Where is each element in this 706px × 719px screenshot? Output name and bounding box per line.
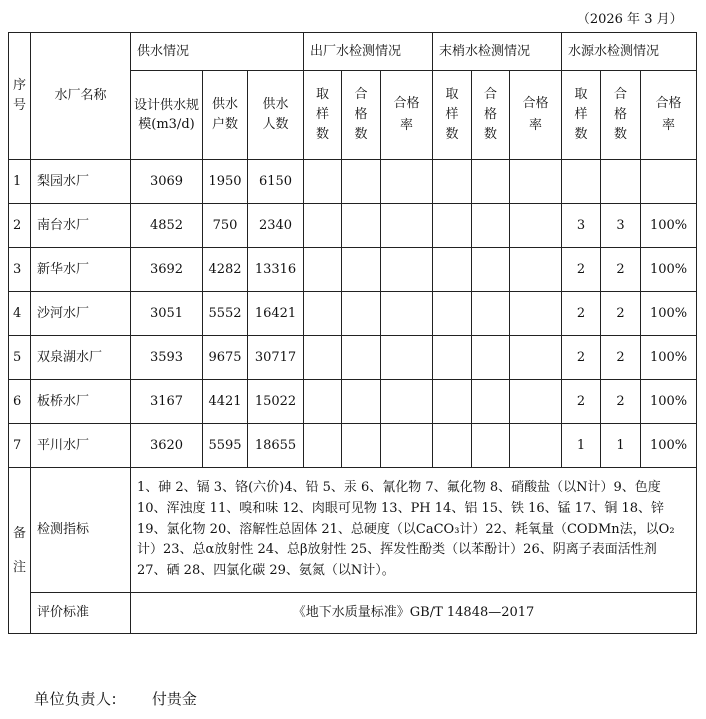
row-households: 5552 [203,292,248,336]
row-source-rate: 100% [641,292,697,336]
table-row [9,424,697,468]
row-source-rate: 100% [641,380,697,424]
header-outlet-group: 出厂水检测情况 [304,33,433,71]
row-no: 4 [9,292,31,336]
row-tap-samples [433,160,472,204]
row-population: 6150 [248,160,304,204]
header-households: 供水户数 [203,71,248,160]
row-population: 18655 [248,424,304,468]
row-outlet-rate [381,204,433,248]
row-outlet-qualified [342,336,381,380]
header-outlet-qualified: 合格数 [342,71,381,160]
responsible-label: 单位负责人: [34,690,118,708]
header-source-samples: 取样数 [562,71,601,160]
row-households: 1950 [203,160,248,204]
row-source-rate: 100% [641,336,697,380]
header-tap-group: 末梢水检测情况 [433,33,562,71]
row-outlet-samples [304,160,342,204]
row-source-samples: 2 [562,380,601,424]
row-design-scale: 3692 [131,248,203,292]
footer [34,688,197,709]
row-design-scale: 3051 [131,292,203,336]
row-outlet-samples [304,336,342,380]
row-tap-qualified [472,248,510,292]
row-source-qualified: 2 [601,336,641,380]
row-outlet-qualified [342,248,381,292]
row-tap-qualified [472,380,510,424]
table-row [9,380,697,424]
row-plant-name: 沙河水厂 [31,292,131,336]
row-tap-rate [510,380,562,424]
row-tap-qualified [472,204,510,248]
row-design-scale: 3069 [131,160,203,204]
row-outlet-qualified [342,204,381,248]
row-tap-rate [510,292,562,336]
row-outlet-rate [381,292,433,336]
row-design-scale: 4852 [131,204,203,248]
row-tap-qualified [472,424,510,468]
row-outlet-rate [381,248,433,292]
remarks-label: 备注 [9,468,31,634]
row-source-samples: 3 [562,204,601,248]
row-design-scale: 3593 [131,336,203,380]
row-plant-name: 平川水厂 [31,424,131,468]
row-tap-rate [510,248,562,292]
row-tap-qualified [472,336,510,380]
row-plant-name: 新华水厂 [31,248,131,292]
row-tap-rate [510,204,562,248]
table-row [9,336,697,380]
row-tap-samples [433,248,472,292]
row-source-qualified: 1 [601,424,641,468]
row-tap-rate [510,160,562,204]
row-no: 1 [9,160,31,204]
header-supply-group: 供水情况 [131,33,304,71]
responsible-name: 付贵金 [151,690,197,708]
row-households: 5595 [203,424,248,468]
row-source-qualified [601,160,641,204]
header-source-group: 水源水检测情况 [562,33,697,71]
row-no: 3 [9,248,31,292]
row-outlet-qualified [342,160,381,204]
row-tap-samples [433,424,472,468]
row-population: 13316 [248,248,304,292]
report-date: （2026 年 3 月） [9,8,697,33]
row-source-rate: 100% [641,248,697,292]
row-outlet-rate [381,160,433,204]
row-households: 4282 [203,248,248,292]
row-population: 15022 [248,380,304,424]
row-design-scale: 3167 [131,380,203,424]
water-quality-table [8,8,697,634]
row-no: 2 [9,204,31,248]
row-design-scale: 3620 [131,424,203,468]
standard-label: 评价标准 [31,593,131,634]
row-households: 9675 [203,336,248,380]
row-source-samples [562,160,601,204]
header-outlet-samples: 取样数 [304,71,342,160]
table-row [9,160,697,204]
row-plant-name: 双泉湖水厂 [31,336,131,380]
header-seq: 序号 [9,33,31,160]
row-source-samples: 2 [562,292,601,336]
row-outlet-rate [381,336,433,380]
row-outlet-samples [304,380,342,424]
row-source-rate: 100% [641,204,697,248]
row-outlet-qualified [342,380,381,424]
row-tap-rate [510,336,562,380]
header-tap-qualified: 合格数 [472,71,510,160]
table-row [9,204,697,248]
row-outlet-qualified [342,292,381,336]
row-outlet-qualified [342,424,381,468]
row-population: 2340 [248,204,304,248]
row-source-qualified: 3 [601,204,641,248]
row-plant-name: 梨园水厂 [31,160,131,204]
row-source-rate: 100% [641,424,697,468]
header-tap-rate: 合格率 [510,71,562,160]
row-source-qualified: 2 [601,292,641,336]
row-source-samples: 1 [562,424,601,468]
row-tap-samples [433,380,472,424]
header-plant-name: 水厂名称 [31,33,131,160]
header-tap-samples: 取样数 [433,71,472,160]
row-tap-samples [433,336,472,380]
row-outlet-rate [381,424,433,468]
indicators-text: 1、砷 2、镉 3、铬(六价)4、铅 5、汞 6、氰化物 7、氟化物 8、硝酸盐（以N计）9、色度 10、浑浊度 11、嗅和味 12、肉眼可见物 13、PH 14、铝 15、铁 16、锰 17、铜 18、锌 19、氯化物 20、溶解性总固体 21、总硬度（以CaCO₃计）22、耗氧量（CODMn法，以O₂计）23、总α放射性 24、总β放射性 25、挥发性酚类（以苯酚计）26、阴离子表面活性剂 27、硒 28、四氯化碳 29、氨氮（以N计）。 [131,468,697,593]
row-source-qualified: 2 [601,380,641,424]
row-population: 30717 [248,336,304,380]
row-population: 16421 [248,292,304,336]
header-source-qualified: 合格数 [601,71,641,160]
standard-text: 《地下水质量标准》GB/T 14848—2017 [131,593,697,634]
row-tap-samples [433,204,472,248]
header-source-rate: 合格率 [641,71,697,160]
row-tap-samples [433,292,472,336]
row-outlet-samples [304,204,342,248]
row-source-rate [641,160,697,204]
table-row [9,248,697,292]
row-outlet-samples [304,248,342,292]
row-no: 5 [9,336,31,380]
row-plant-name: 南台水厂 [31,204,131,248]
header-outlet-rate: 合格率 [381,71,433,160]
row-tap-qualified [472,292,510,336]
row-households: 4421 [203,380,248,424]
indicators-label: 检测指标 [31,468,131,593]
header-design-scale: 设计供水规模(m3/d) [131,71,203,160]
row-outlet-samples [304,424,342,468]
row-outlet-samples [304,292,342,336]
row-outlet-rate [381,380,433,424]
row-source-samples: 2 [562,248,601,292]
header-population: 供水人数 [248,71,304,160]
row-source-samples: 2 [562,336,601,380]
row-no: 7 [9,424,31,468]
row-households: 750 [203,204,248,248]
row-source-qualified: 2 [601,248,641,292]
row-tap-rate [510,424,562,468]
row-plant-name: 板桥水厂 [31,380,131,424]
row-tap-qualified [472,160,510,204]
table-row [9,292,697,336]
row-no: 6 [9,380,31,424]
